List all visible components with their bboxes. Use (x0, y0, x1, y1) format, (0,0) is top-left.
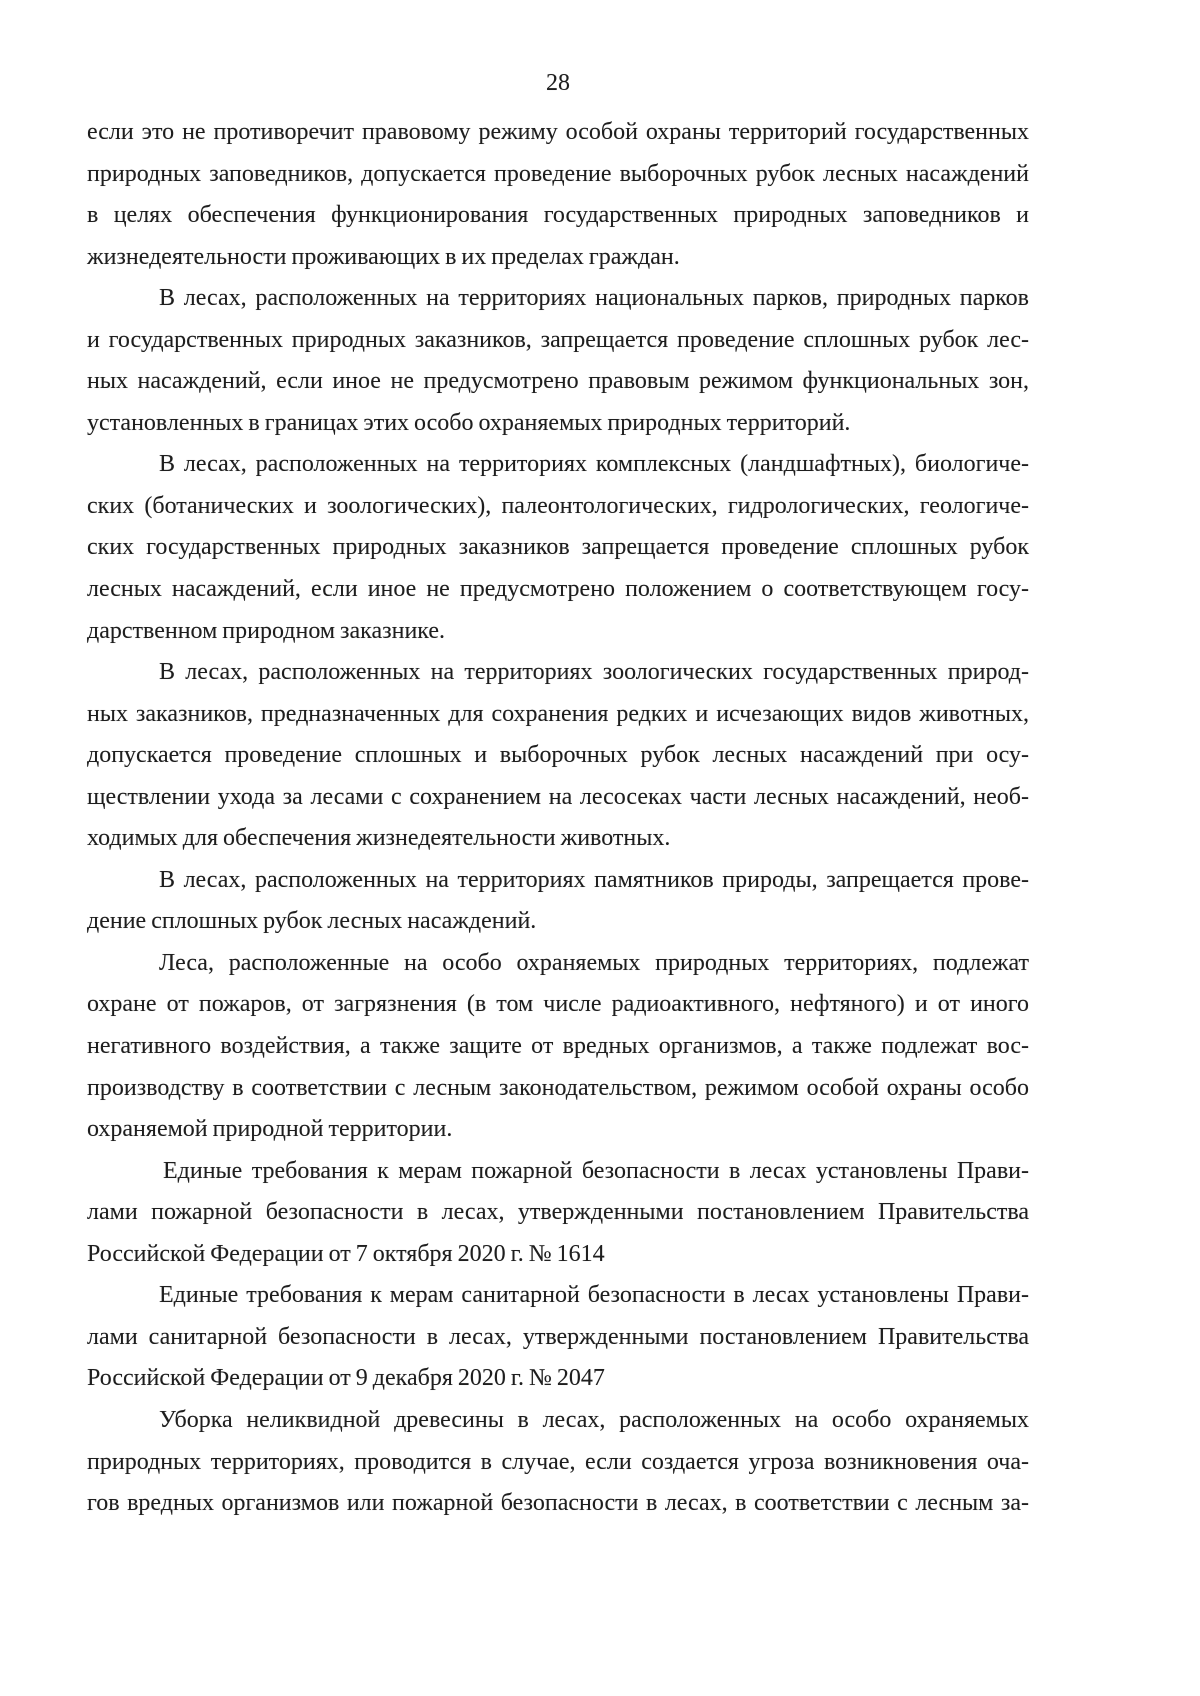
text-line: ных заказников, предназначенных для сохранения редких и исчезающих видов животных, (87, 700, 1029, 727)
text-line: ских государственных природных заказников запрещается проведение сплошных рубок (87, 534, 1029, 561)
page-number: 28 (546, 70, 570, 96)
text-line: жизнедеятельности проживающих в их пределах граждан. (87, 243, 680, 270)
text-line: В лесах, расположенных на территориях национальных парков, природных парков (159, 285, 1029, 312)
text-line: В лесах, расположенных на территориях памятников природы, запрещается прове- (159, 866, 1029, 893)
text-line: ществлении ухода за лесами с сохранением на лесосеках части лесных насаждений, необ- (87, 783, 1029, 810)
text-line: лами пожарной безопасности в лесах, утвержденными постановлением Правительства (87, 1199, 1029, 1226)
paragraph (87, 1151, 1029, 1276)
paragraph (87, 860, 1029, 943)
document-body (87, 112, 1029, 1525)
text-line: Российской Федерации от 9 декабря 2020 г. № 2047 (87, 1365, 605, 1392)
text-line: лесных насаждений, если иное не предусмотрено положением о соответствующем госу- (87, 576, 1029, 603)
text-line: В лесах, расположенных на территориях комплексных (ландшафтных), биологиче- (159, 451, 1029, 478)
text-line: ходимых для обеспечения жизнедеятельности животных. (87, 825, 671, 852)
paragraph (87, 1275, 1029, 1400)
paragraph (87, 652, 1029, 860)
text-line: охране от пожаров, от загрязнения (в том числе радиоактивного, нефтяного) и от иного (87, 991, 1029, 1018)
text-line: дение сплошных рубок лесных насаждений. (87, 908, 537, 935)
text-line: если это не противоречит правовому режиму особой охраны территорий государственных (87, 119, 1029, 145)
text-line: Единые требования к мерам санитарной безопасности в лесах установлены Прави- (159, 1282, 1029, 1309)
paragraph (87, 444, 1029, 652)
text-line: допускается проведение сплошных и выборочных рубок лесных насаждений при осу- (87, 742, 1029, 769)
text-line: установленных в границах этих особо охраняемых природных территорий. (87, 409, 851, 436)
text-line: природных заповедников, допускается проведение выборочных рубок лесных насаждений (87, 160, 1029, 187)
text-line: Уборка неликвидной древесины в лесах, расположенных на особо охраняемых (159, 1406, 1029, 1433)
text-line: Российской Федерации от 7 октября 2020 г. № 1614 (87, 1240, 605, 1267)
paragraph (87, 278, 1029, 444)
text-line: ских (ботанических и зоологических), палеонтологических, гидрологических, геологиче- (87, 492, 1029, 519)
text-line: негативного воздействия, а также защите от вредных организмов, а также подлежат вос- (87, 1033, 1029, 1060)
text-line: и государственных природных заказников, запрещается проведение сплошных рубок лес- (87, 326, 1029, 353)
text-line: лами санитарной безопасности в лесах, утвержденными постановлением Правительства (87, 1323, 1029, 1350)
text-line: Единые требования к мерам пожарной безопасности в лесах установлены Прави- (163, 1157, 1029, 1184)
text-line: В лесах, расположенных на территориях зоологических государственных природ- (159, 659, 1029, 686)
text-line: ных насаждений, если иное не предусмотрено правовым режимом функциональных зон, (87, 368, 1029, 395)
text-line: производству в соответствии с лесным законодательством, режимом особой охраны особо (87, 1074, 1029, 1101)
paragraph (87, 1400, 1029, 1525)
text-line: природных территориях, проводится в случае, если создается угроза возникновения оча- (87, 1448, 1029, 1475)
paragraph (87, 112, 1029, 278)
text-line: Леса, расположенные на особо охраняемых природных территориях, подлежат (159, 949, 1029, 976)
text-line: гов вредных организмов или пожарной безопасности в лесах, в соответствии с лесным за- (87, 1490, 1029, 1517)
text-line: дарственном природном заказнике. (87, 617, 446, 644)
text-line: охраняемой природной территории. (87, 1116, 453, 1143)
paragraph (87, 943, 1029, 1151)
text-line: в целях обеспечения функционирования государственных природных заповедников и (87, 202, 1029, 229)
